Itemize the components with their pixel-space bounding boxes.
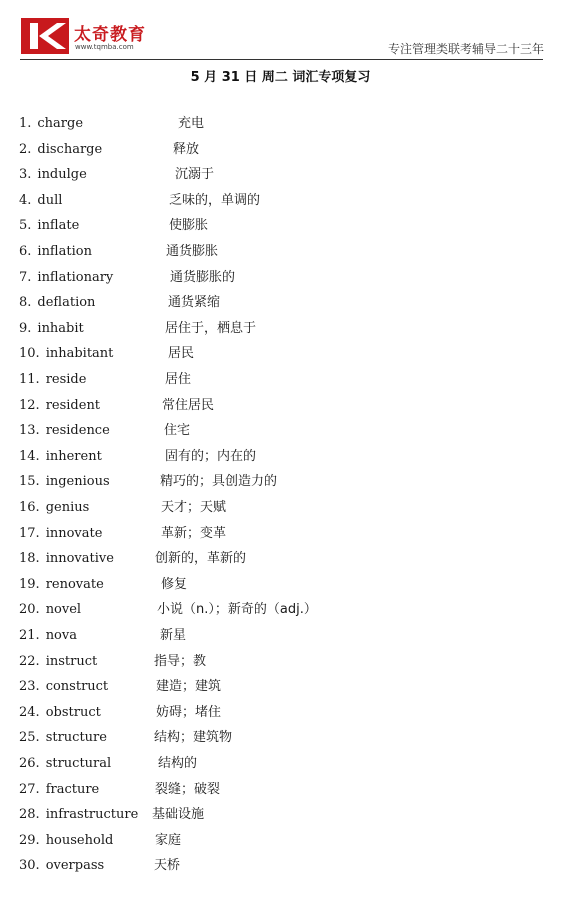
word-row (0, 191, 561, 211)
word-row (0, 268, 561, 288)
word-number: 11. (19, 372, 40, 387)
word-chinese: 沉溺于 (175, 167, 215, 183)
word-chinese: 通货紧缩 (168, 295, 221, 311)
word-term: charge (37, 116, 84, 131)
word-row (0, 319, 561, 339)
word-chinese: 妨碍；堵住 (156, 704, 222, 720)
word-number: 8. (19, 295, 32, 311)
word-number: 4. (19, 192, 32, 208)
word-english (19, 165, 87, 185)
word-english (19, 498, 89, 518)
word-english (19, 370, 86, 390)
word-term: structure (45, 730, 107, 746)
word-number: 9. (19, 320, 32, 336)
word-english (19, 268, 113, 288)
word-row (0, 498, 561, 518)
word-number: 1. (19, 116, 32, 131)
word-chinese: 居住于，栖息于 (165, 320, 257, 336)
word-number: 2. (19, 141, 32, 157)
word-chinese: 居民 (168, 346, 195, 362)
word-english (19, 728, 107, 748)
word-english (19, 344, 113, 364)
word-term: innovative (45, 551, 114, 567)
word-row (0, 754, 561, 774)
word-term: construct (45, 679, 109, 695)
word-number: 21. (19, 628, 40, 643)
word-row (0, 677, 561, 697)
word-chinese: 释放 (173, 141, 200, 157)
word-number: 15. (19, 474, 40, 490)
word-term: nova (45, 628, 77, 643)
word-english (19, 293, 95, 313)
word-number: 3. (19, 167, 32, 183)
word-number: 22. (19, 653, 40, 669)
word-number: 30. (19, 858, 40, 874)
word-chinese: 天桥 (154, 858, 181, 874)
word-row (0, 216, 561, 236)
word-term: reside (45, 372, 87, 387)
word-chinese: 修复 (161, 576, 188, 592)
word-chinese: 基础设施 (152, 807, 205, 823)
word-number: 19. (19, 576, 40, 592)
word-number: 29. (19, 832, 40, 848)
word-chinese: 天才；天赋 (161, 500, 227, 515)
word-english (19, 831, 113, 851)
word-english (19, 600, 81, 620)
word-term: ingenious (45, 474, 110, 490)
word-row (0, 626, 561, 646)
word-row (0, 344, 561, 364)
word-english (19, 805, 138, 825)
word-chinese: 革新；变革 (161, 525, 227, 541)
word-term: overpass (45, 858, 105, 874)
word-number: 28. (19, 807, 40, 823)
word-chinese: 结构；建筑物 (154, 730, 233, 746)
logo-url: www.tqmba.com (75, 43, 134, 51)
word-chinese: 居住 (165, 372, 192, 387)
word-row (0, 728, 561, 748)
word-chinese: 结构的 (158, 756, 198, 771)
word-term: genius (45, 500, 90, 515)
word-term: inhabit (37, 320, 84, 336)
word-row (0, 447, 561, 467)
word-row (0, 370, 561, 390)
word-number: 23. (19, 679, 40, 695)
word-chinese: 使膨胀 (169, 218, 209, 234)
word-term: household (45, 832, 114, 848)
word-number: 10. (19, 346, 40, 362)
word-term: inflate (37, 218, 80, 234)
word-number: 20. (19, 602, 40, 618)
word-term: inflation (37, 244, 92, 259)
word-term: resident (45, 397, 101, 413)
word-chinese: 精巧的；具创造力的 (160, 474, 278, 490)
word-english (19, 524, 102, 544)
word-row (0, 856, 561, 876)
word-english (19, 575, 104, 595)
word-number: 27. (19, 781, 40, 797)
word-chinese: 裂缝；破裂 (155, 781, 221, 797)
word-chinese: 建造；建筑 (156, 679, 222, 695)
word-term: obstruct (45, 704, 101, 720)
word-english (19, 677, 108, 697)
word-number: 26. (19, 756, 40, 771)
word-term: infrastructure (45, 807, 139, 823)
word-english (19, 472, 110, 492)
word-row (0, 780, 561, 800)
word-term: inhabitant (45, 346, 114, 362)
word-chinese: 新星 (160, 628, 187, 643)
word-chinese: 指导；教 (154, 653, 207, 669)
word-number: 12. (19, 397, 40, 413)
word-english (19, 447, 102, 467)
word-chinese: 小说（n.）；新奇的（adj.） (157, 602, 317, 618)
word-english (19, 140, 102, 160)
word-row (0, 703, 561, 723)
word-number: 5. (19, 218, 32, 234)
word-chinese: 通货膨胀 (166, 244, 219, 259)
word-english (19, 856, 104, 876)
word-term: innovate (45, 525, 103, 541)
logo-name: 太奇教育 (74, 25, 146, 45)
word-number: 17. (19, 525, 40, 541)
word-row (0, 293, 561, 313)
word-english (19, 319, 84, 339)
word-row (0, 600, 561, 620)
word-number: 18. (19, 551, 40, 567)
word-term: fracture (45, 781, 100, 797)
page-title: 5 月 31 日 周二 词汇专项复习 (190, 70, 371, 85)
word-term: structural (45, 756, 112, 771)
word-chinese: 家庭 (155, 832, 182, 848)
header-tagline: 专注管理类联考辅导二十三年 (387, 42, 544, 56)
word-term: instruct (45, 653, 98, 669)
word-row (0, 472, 561, 492)
word-number: 14. (19, 448, 40, 464)
word-term: renovate (45, 576, 104, 592)
word-row (0, 549, 561, 569)
word-row (0, 652, 561, 672)
word-row (0, 114, 561, 134)
word-number: 16. (19, 500, 40, 515)
word-row (0, 421, 561, 441)
word-english (19, 242, 92, 262)
word-number: 6. (19, 244, 32, 259)
word-chinese: 固有的；内在的 (165, 448, 257, 464)
word-term: deflation (37, 295, 96, 311)
word-english (19, 396, 100, 416)
word-row (0, 140, 561, 160)
word-chinese: 创新的，革新的 (155, 551, 247, 567)
word-chinese: 住宅 (164, 423, 191, 439)
word-english (19, 216, 79, 236)
word-chinese: 常住居民 (162, 397, 215, 413)
word-term: dull (37, 192, 63, 208)
word-english (19, 421, 110, 441)
word-english (19, 114, 83, 134)
word-english (19, 652, 97, 672)
word-number: 24. (19, 704, 40, 720)
word-number: 25. (19, 730, 40, 746)
word-row (0, 165, 561, 185)
word-english (19, 754, 111, 774)
word-term: novel (45, 602, 82, 618)
word-term: inflationary (37, 269, 114, 285)
word-english (19, 626, 77, 646)
word-row (0, 805, 561, 825)
word-term: inherent (45, 448, 102, 464)
word-english (19, 549, 114, 569)
word-term: indulge (37, 167, 87, 183)
word-row (0, 242, 561, 262)
word-chinese: 通货膨胀的 (170, 269, 236, 285)
word-number: 13. (19, 423, 40, 439)
word-term: residence (45, 423, 110, 439)
word-term: discharge (37, 141, 103, 157)
word-row (0, 396, 561, 416)
word-row (0, 575, 561, 595)
word-english (19, 780, 99, 800)
word-row (0, 524, 561, 544)
word-row (0, 831, 561, 851)
word-english (19, 191, 62, 211)
word-english (19, 703, 101, 723)
word-chinese: 充电 (178, 116, 205, 131)
word-number: 7. (19, 269, 32, 285)
word-chinese: 乏味的，单调的 (169, 192, 261, 208)
